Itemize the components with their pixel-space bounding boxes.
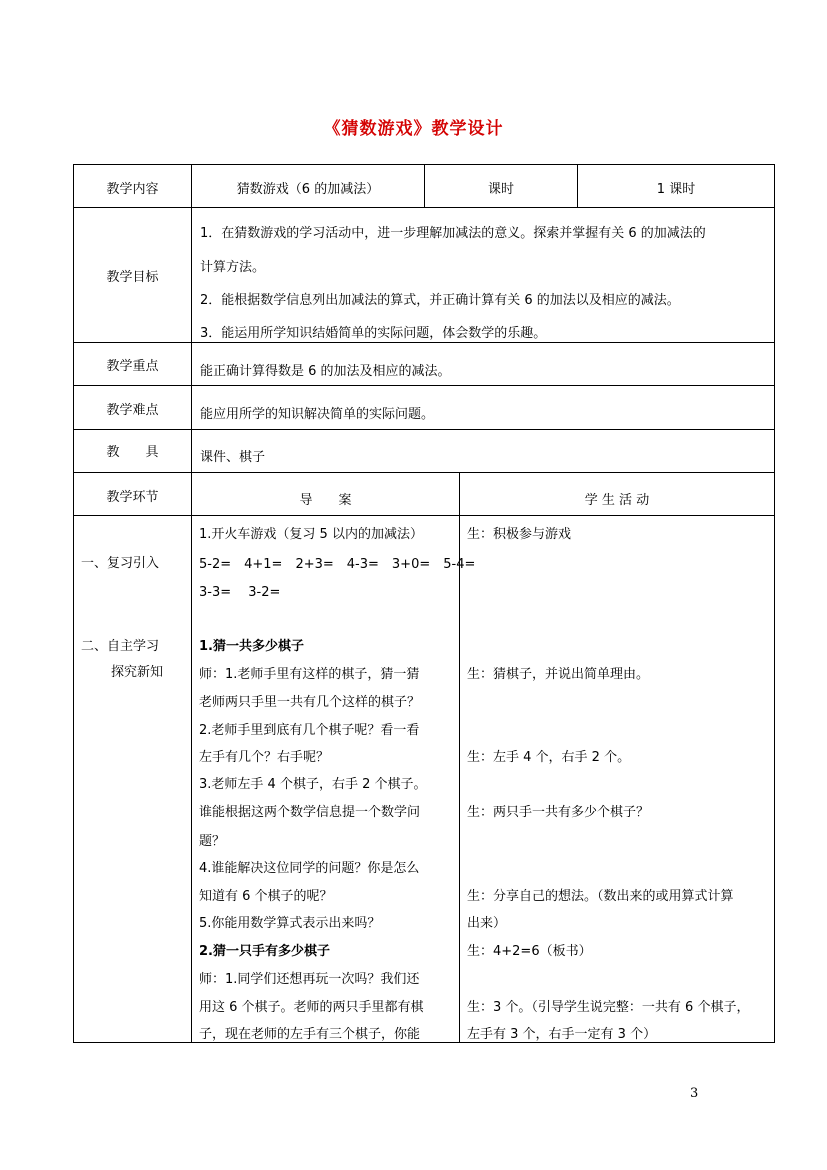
guide-line: 5-2= 4+1= 2+3= 4-3= 3+0= 5-4= — [199, 557, 476, 572]
goal-line: 1．在猜数游戏的学习活动中，进一步理解加减法的意义。探索并掌握有关 6 的加减法的 — [200, 226, 706, 241]
page-number: 3 — [690, 1086, 699, 1101]
guide-line: 左手有几个？右手呢？ — [199, 750, 330, 765]
section-explore: 探究新知 — [111, 665, 164, 680]
guide-line: 用这 6 个棋子。老师的两只手里都有棋 — [199, 1000, 424, 1015]
student-line: 左手有 3 个，右手一定有 3 个） — [467, 1027, 657, 1042]
guide-line: 2.老师手里到底有几个棋子呢？看一看 — [199, 723, 420, 738]
header-student-activity: 学 生 活 动 — [584, 493, 650, 508]
guide-line: 师：1.老师手里有这样的棋子，猜一猜 — [199, 667, 420, 682]
guide-heading: 1.猜一共多少棋子 — [199, 639, 304, 654]
period-value: 1 课时 — [656, 182, 696, 197]
goal-line: 计算方法。 — [200, 260, 266, 275]
guide-line: 知道有 6 个棋子的呢？ — [199, 889, 333, 904]
guide-line: 子，现在老师的左手有三个棋子，你能 — [199, 1027, 421, 1042]
guide-heading: 2.猜一只手有多少棋子 — [199, 944, 330, 959]
section-review: 一、复习引入 — [81, 556, 160, 571]
teaching-content-value: 猜数游戏（6 的加减法） — [236, 182, 380, 197]
label-teaching-stage: 教学环节 — [106, 490, 159, 505]
label-teaching-goals: 教学目标 — [106, 270, 159, 285]
student-line: 生：分享自己的想法。（数出来的或用算式计算 — [467, 889, 734, 904]
label-tools: 教 具 — [106, 445, 159, 460]
key-points-value: 能正确计算得数是 6 的加法及相应的减法。 — [200, 364, 451, 379]
guide-line: 3-3= 3-2= — [199, 585, 281, 600]
student-line: 生：两只手一共有多少个棋子？ — [467, 805, 650, 820]
guide-line: 4.谁能解决这位同学的问题？你是怎么 — [199, 861, 420, 876]
guide-line: 5.你能用数学算式表示出来吗？ — [199, 916, 381, 931]
label-difficulties: 教学难点 — [106, 403, 159, 418]
student-line: 生：3 个。（引导学生说完整：一共有 6 个棋子， — [467, 1000, 750, 1015]
difficulties-value: 能应用所学的知识解决简单的实际问题。 — [200, 407, 435, 422]
header-guide: 导 案 — [299, 493, 352, 508]
goal-line: 3．能运用所学知识结婚简单的实际问题，体会数学的乐趣。 — [200, 326, 547, 341]
guide-line: 题？ — [199, 834, 226, 849]
student-line: 出来） — [467, 916, 507, 931]
document-title: 《猜数游戏》教学设计 — [323, 119, 504, 139]
goal-line: 2．能根据数学信息列出加减法的算式，并正确计算有关 6 的加法以及相应的减法。 — [200, 293, 680, 308]
student-line: 生：积极参与游戏 — [467, 527, 572, 542]
guide-line: 谁能根据这两个数学信息提一个数学问 — [199, 805, 421, 820]
section-self-study: 二、自主学习 — [81, 639, 160, 654]
guide-line: 师：1.同学们还想再玩一次吗？我们还 — [199, 972, 420, 987]
label-key-points: 教学重点 — [106, 359, 159, 374]
guide-line: 1.开火车游戏（复习 5 以内的加减法） — [199, 527, 423, 542]
student-line: 生：4+2=6（板书） — [467, 944, 592, 959]
label-teaching-content: 教学内容 — [106, 182, 159, 197]
student-line: 生：猜棋子，并说出简单理由。 — [467, 667, 650, 682]
tools-value: 课件、棋子 — [200, 450, 266, 465]
student-line: 生：左手 4 个，右手 2 个。 — [467, 750, 631, 765]
label-period: 课时 — [487, 182, 514, 197]
guide-line: 老师两只手里一共有几个这样的棋子？ — [199, 695, 421, 710]
guide-line: 3.老师左手 4 个棋子，右手 2 个棋子。 — [199, 777, 427, 792]
